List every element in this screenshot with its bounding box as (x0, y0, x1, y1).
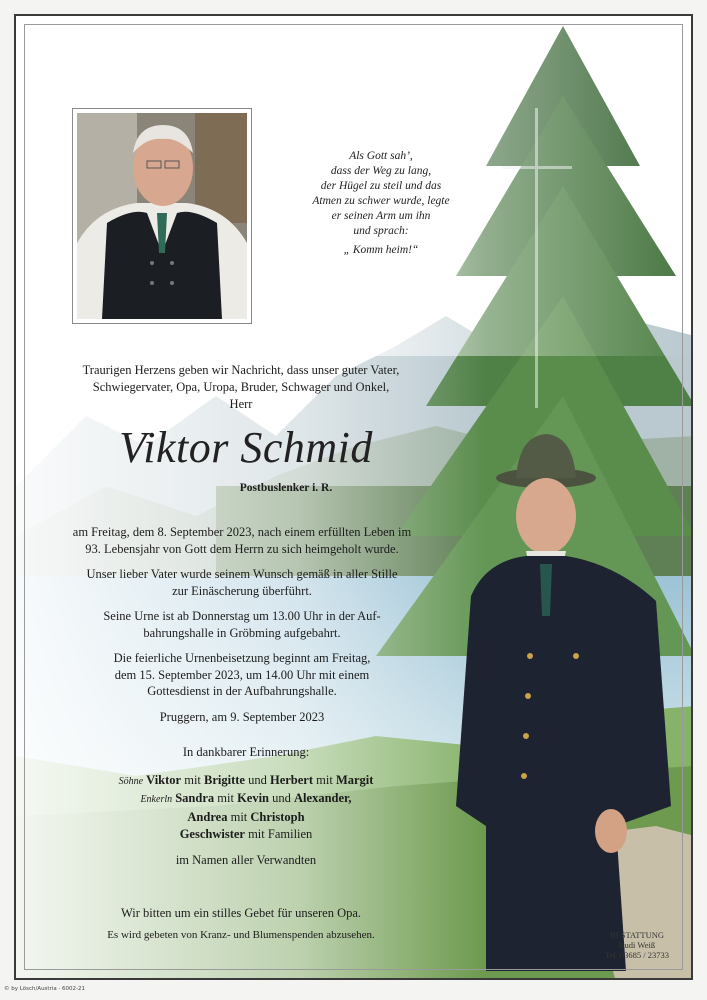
connector: und (272, 791, 291, 805)
undertaker-name: Rudi Weiß (618, 940, 656, 950)
body-line: Unser lieber Vater wurde seinem Wunsch gemäß in aller Stille (86, 567, 398, 581)
partner-name: Christoph (250, 809, 305, 824)
undertaker-phone: Tel. 03685 / 23733 (604, 950, 670, 960)
closing-notes (36, 904, 446, 944)
announcement-body (46, 524, 438, 725)
poem-line: Atmen zu schwer wurde, legte (312, 195, 450, 207)
grandchild-name: Alexander, (294, 791, 352, 805)
body-line: 93. Lebensjahr von Gott dem Herrn zu sich heimgeholt wurde. (85, 541, 399, 556)
poem-quote: „ Komm heim!“ (343, 244, 419, 256)
connector: mit (217, 791, 234, 805)
intro-line: Traurigen Herzens geben wir Nachricht, dass unser guter Vater, (82, 363, 400, 377)
deceased-name: Viktor Schmid (119, 423, 373, 472)
body-paragraph (46, 608, 438, 641)
partner-name: Kevin (237, 791, 270, 805)
intro-line: Schwiegervater, Opa, Uropa, Bruder, Schwager und Onkel, (92, 380, 390, 394)
siblings-label: Geschwister (179, 827, 245, 841)
body-line: dem 15. September 2023, um 14.00 Uhr mit einem (114, 667, 370, 682)
deceased-title: Postbuslenker i. R. (239, 482, 333, 494)
connector: mit (316, 772, 333, 787)
partner-name: Brigitte (204, 772, 245, 787)
connector: mit (230, 809, 248, 824)
son-name: Herbert (269, 772, 314, 787)
remembrance-block (76, 744, 416, 869)
body-line: bahrungshalle in Gröbming aufgebahrt. (143, 625, 341, 640)
body-line: zur Einäscherung überführt. (172, 583, 312, 598)
connector: und (248, 772, 267, 787)
grandchild-name: Andrea (187, 809, 228, 824)
siblings-line (76, 826, 416, 844)
portrait-photo (72, 108, 252, 324)
sons-label: Söhne (118, 775, 144, 787)
son-name: Viktor (146, 772, 182, 787)
announcement-intro (52, 362, 430, 413)
prayer-request: Wir bitten um ein stilles Gebet für unseren Opa. (120, 906, 362, 920)
poem (306, 149, 456, 258)
grandchildren-line (76, 790, 416, 809)
undertaker-info (592, 930, 682, 960)
grandchild-name: Sandra (175, 791, 215, 805)
body-line: am Freitag, dem 8. September 2023, nach einem erfüllten Leben im (72, 525, 412, 539)
portrait-image (77, 113, 247, 319)
poem-line: der Hügel zu steil und das (320, 180, 442, 192)
place-date: Pruggern, am 9. September 2023 (159, 709, 325, 724)
poem-line: dass der Weg zu lang, (330, 165, 432, 177)
all-relatives: im Namen aller Verwandten (175, 852, 317, 867)
remembrance-heading: In dankbarer Erinnerung: (182, 745, 310, 759)
sons-line (76, 772, 416, 791)
grandchildren-label: Enkerln (140, 794, 173, 805)
body-paragraph (46, 566, 438, 599)
copyright-mark: © by Lösch/Austria · 6002-21 (4, 986, 85, 992)
body-paragraph (46, 524, 438, 557)
poem-line: Als Gott sah’, (349, 150, 413, 162)
poem-line: und sprach: (353, 225, 409, 237)
obituary-card (14, 14, 693, 980)
no-flowers-note: Es wird gebeten von Kranz- und Blumenspenden abzusehen. (107, 929, 375, 941)
partner-name: Margit (335, 772, 374, 787)
intro-line: Herr (229, 397, 253, 411)
connector: mit (184, 772, 201, 787)
body-paragraph (46, 650, 438, 700)
undertaker-label: BESTATTUNG (609, 930, 665, 940)
grandchildren-line-2 (76, 809, 416, 827)
body-line: Gottesdienst in der Aufbahrungshalle. (147, 684, 337, 698)
siblings-rest: mit Familien (248, 827, 313, 841)
poem-line: er seinen Arm um ihn (331, 210, 431, 222)
body-line: Seine Urne ist ab Donnerstag um 13.00 Uhr in der Auf- (103, 609, 381, 623)
body-line: Die feierliche Urnenbeisetzung beginnt am Freitag, (113, 651, 371, 665)
